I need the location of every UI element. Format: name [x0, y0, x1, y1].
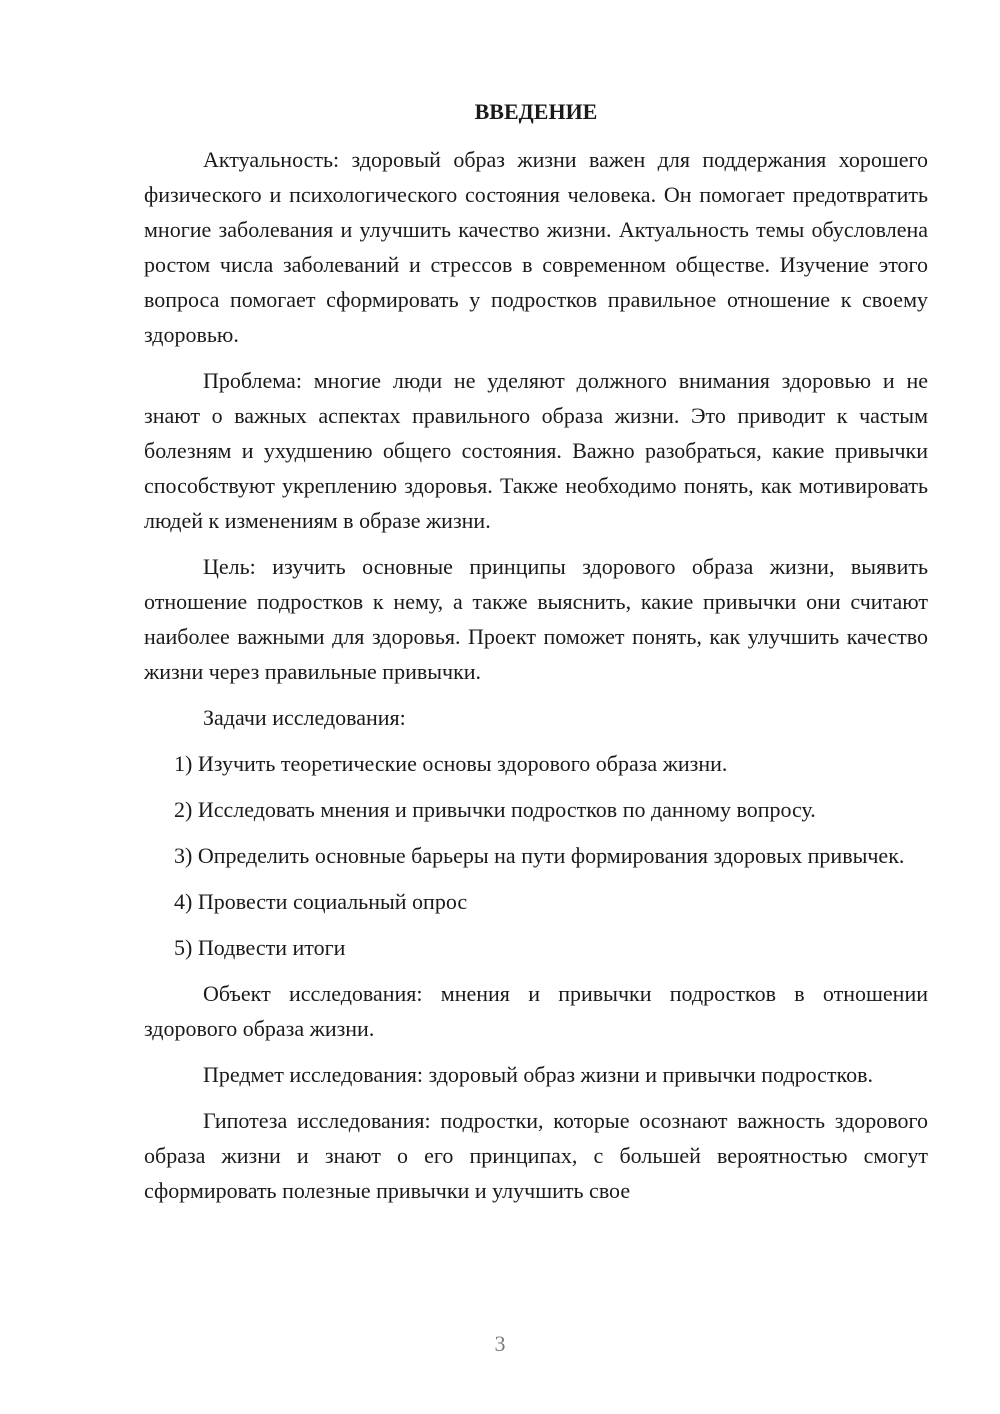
page-content: [144, 94, 928, 1219]
task-item-3: 3) Определить основные барьеры на пути формирования здоровых привычек.: [174, 843, 905, 868]
paragraph-problem: Проблема: многие люди не уделяют должного внимания здоровью и не знают о важных аспектах правильного образа жизни. Это приводит к частым болезням и ухудшению общего состояния. Важно разобраться, какие привычки способствуют укреплению здоровья. Также необходимо понять, как мотивировать людей к изменениям в образе жизни.: [144, 368, 928, 533]
task-item-2: 2) Исследовать мнения и привычки подростков по данному вопросу.: [174, 797, 816, 822]
paragraph-goal: Цель: изучить основные принципы здорового образа жизни, выявить отношение подростков к нему, а также выяснить, какие привычки они считают наиболее важными для здоровья. Проект поможет понять, как улучшить качество жизни через правильные привычки.: [144, 554, 928, 684]
paragraph-subject: Предмет исследования: здоровый образ жизни и привычки подростков.: [203, 1062, 873, 1087]
tasks-heading: Задачи исследования:: [203, 705, 406, 730]
paragraph-relevance: Актуальность: здоровый образ жизни важен для поддержания хорошего физического и психологического состояния человека. Он помогает предотвратить многие заболевания и улучшить качество жизни. Актуальность темы обусловлена ростом числа заболеваний и стрессов в современном обществе. Изучение этого вопроса помогает сформировать у подростков правильное отношение к своему здоровью.: [144, 147, 928, 347]
task-item-1: 1) Изучить теоретические основы здорового образа жизни.: [174, 751, 728, 776]
task-item-5: 5) Подвести итоги: [174, 935, 346, 960]
page-number: 3: [494, 1331, 506, 1356]
paragraph-hypothesis: Гипотеза исследования: подростки, которые осознают важность здорового образа жизни и знают о его принципах, с большей вероятностью смогут сформировать полезные привычки и улучшить свое: [144, 1108, 928, 1203]
paragraph-object: Объект исследования: мнения и привычки подростков в отношении здорового образа жизни.: [144, 981, 928, 1041]
section-title: ВВЕДЕНИЕ: [474, 99, 598, 124]
task-item-4: 4) Провести социальный опрос: [174, 889, 468, 914]
